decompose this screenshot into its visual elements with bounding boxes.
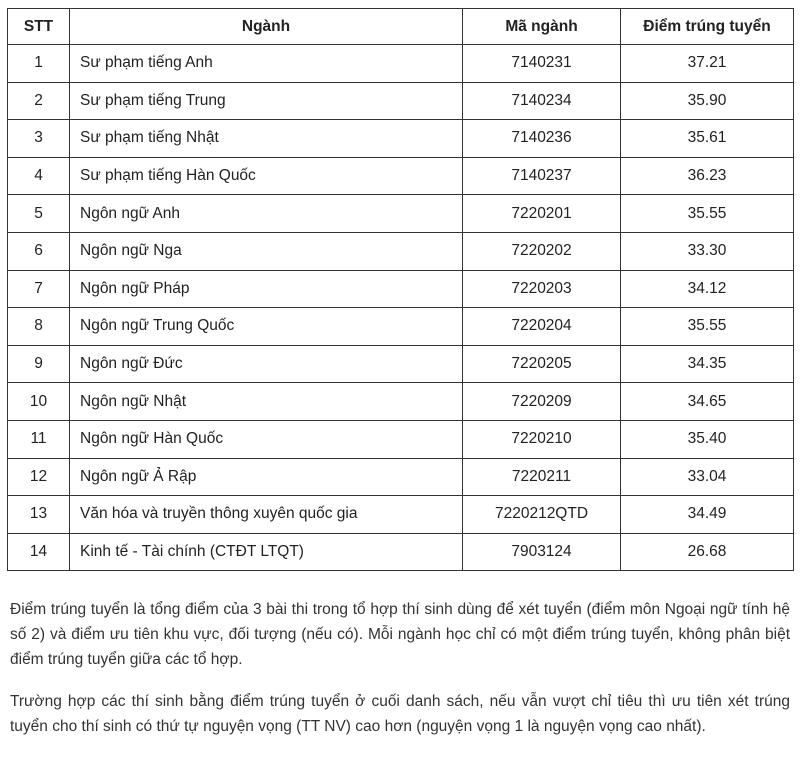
cell-stt: 1 bbox=[8, 45, 70, 83]
table-row bbox=[8, 232, 794, 270]
cell-stt: 13 bbox=[8, 496, 70, 534]
cell-ma-nganh: 7220203 bbox=[463, 270, 621, 308]
admission-scores-table bbox=[7, 8, 794, 571]
cell-stt: 8 bbox=[8, 308, 70, 346]
cell-ma-nganh: 7220212QTD bbox=[463, 496, 621, 534]
cell-nganh: Ngôn ngữ Ả Rập bbox=[70, 458, 463, 496]
cell-diem: 35.61 bbox=[621, 120, 794, 158]
cell-nganh: Ngôn ngữ Trung Quốc bbox=[70, 308, 463, 346]
cell-nganh: Sư phạm tiếng Nhật bbox=[70, 120, 463, 158]
table-row bbox=[8, 45, 794, 83]
cell-ma-nganh: 7140234 bbox=[463, 82, 621, 120]
table-body bbox=[8, 45, 794, 571]
cell-diem: 34.35 bbox=[621, 345, 794, 383]
cell-nganh: Sư phạm tiếng Anh bbox=[70, 45, 463, 83]
cell-stt: 4 bbox=[8, 157, 70, 195]
header-ma-nganh: Mã ngành bbox=[463, 9, 621, 45]
notes-section bbox=[10, 597, 790, 756]
cell-stt: 2 bbox=[8, 82, 70, 120]
cell-diem: 36.23 bbox=[621, 157, 794, 195]
table-row bbox=[8, 458, 794, 496]
note-paragraph-scoring: Điểm trúng tuyển là tổng điểm của 3 bài thi trong tổ hợp thí sinh dùng để xét tuyển (điểm môn Ngoại ngữ tính hệ số 2) và điểm ưu tiên khu vực, đối tượng (nếu có). Mỗi ngành học chỉ có một điểm trúng tuyển, không phân biệt điểm trúng tuyển giữa các tổ hợp. bbox=[10, 601, 790, 668]
table-row bbox=[8, 308, 794, 346]
table-row bbox=[8, 270, 794, 308]
cell-nganh: Ngôn ngữ Pháp bbox=[70, 270, 463, 308]
cell-ma-nganh: 7140231 bbox=[463, 45, 621, 83]
note-paragraph-tiebreak: Trường hợp các thí sinh bằng điểm trúng tuyển ở cuối danh sách, nếu vẫn vượt chỉ tiêu thì ưu tiên xét trúng tuyển cho thí sinh có thứ tự nguyện vọng (TT NV) cao hơn (nguyện vọng 1 là nguyện vọng cao nhất). bbox=[10, 693, 790, 735]
cell-ma-nganh: 7140237 bbox=[463, 157, 621, 195]
header-nganh: Ngành bbox=[70, 9, 463, 45]
table-row bbox=[8, 157, 794, 195]
cell-ma-nganh: 7220210 bbox=[463, 420, 621, 458]
table-row bbox=[8, 345, 794, 383]
table-row bbox=[8, 120, 794, 158]
header-diem: Điểm trúng tuyển bbox=[621, 9, 794, 45]
cell-nganh: Sư phạm tiếng Trung bbox=[70, 82, 463, 120]
cell-stt: 7 bbox=[8, 270, 70, 308]
cell-nganh: Ngôn ngữ Hàn Quốc bbox=[70, 420, 463, 458]
cell-nganh: Ngôn ngữ Nga bbox=[70, 232, 463, 270]
cell-diem: 34.49 bbox=[621, 496, 794, 534]
cell-diem: 34.12 bbox=[621, 270, 794, 308]
cell-nganh: Ngôn ngữ Đức bbox=[70, 345, 463, 383]
cell-stt: 6 bbox=[8, 232, 70, 270]
table-row bbox=[8, 496, 794, 534]
cell-stt: 11 bbox=[8, 420, 70, 458]
table-row bbox=[8, 383, 794, 421]
cell-diem: 26.68 bbox=[621, 533, 794, 571]
cell-nganh: Kinh tế - Tài chính (CTĐT LTQT) bbox=[70, 533, 463, 571]
cell-diem: 33.30 bbox=[621, 232, 794, 270]
cell-stt: 3 bbox=[8, 120, 70, 158]
cell-ma-nganh: 7220202 bbox=[463, 232, 621, 270]
cell-diem: 35.40 bbox=[621, 420, 794, 458]
cell-stt: 14 bbox=[8, 533, 70, 571]
cell-diem: 33.04 bbox=[621, 458, 794, 496]
table-row bbox=[8, 82, 794, 120]
cell-ma-nganh: 7903124 bbox=[463, 533, 621, 571]
cell-nganh: Sư phạm tiếng Hàn Quốc bbox=[70, 157, 463, 195]
cell-ma-nganh: 7220205 bbox=[463, 345, 621, 383]
cell-ma-nganh: 7220211 bbox=[463, 458, 621, 496]
table-row bbox=[8, 533, 794, 571]
cell-ma-nganh: 7220209 bbox=[463, 383, 621, 421]
cell-ma-nganh: 7220204 bbox=[463, 308, 621, 346]
cell-diem: 35.55 bbox=[621, 308, 794, 346]
header-stt: STT bbox=[8, 9, 70, 45]
cell-stt: 10 bbox=[8, 383, 70, 421]
table-row bbox=[8, 420, 794, 458]
table-row bbox=[8, 195, 794, 233]
cell-diem: 35.55 bbox=[621, 195, 794, 233]
table-header-row bbox=[8, 9, 794, 45]
cell-diem: 37.21 bbox=[621, 45, 794, 83]
cell-ma-nganh: 7220201 bbox=[463, 195, 621, 233]
cell-stt: 9 bbox=[8, 345, 70, 383]
cell-ma-nganh: 7140236 bbox=[463, 120, 621, 158]
cell-diem: 34.65 bbox=[621, 383, 794, 421]
cell-nganh: Văn hóa và truyền thông xuyên quốc gia bbox=[70, 496, 463, 534]
cell-diem: 35.90 bbox=[621, 82, 794, 120]
cell-nganh: Ngôn ngữ Nhật bbox=[70, 383, 463, 421]
cell-stt: 5 bbox=[8, 195, 70, 233]
cell-nganh: Ngôn ngữ Anh bbox=[70, 195, 463, 233]
cell-stt: 12 bbox=[8, 458, 70, 496]
